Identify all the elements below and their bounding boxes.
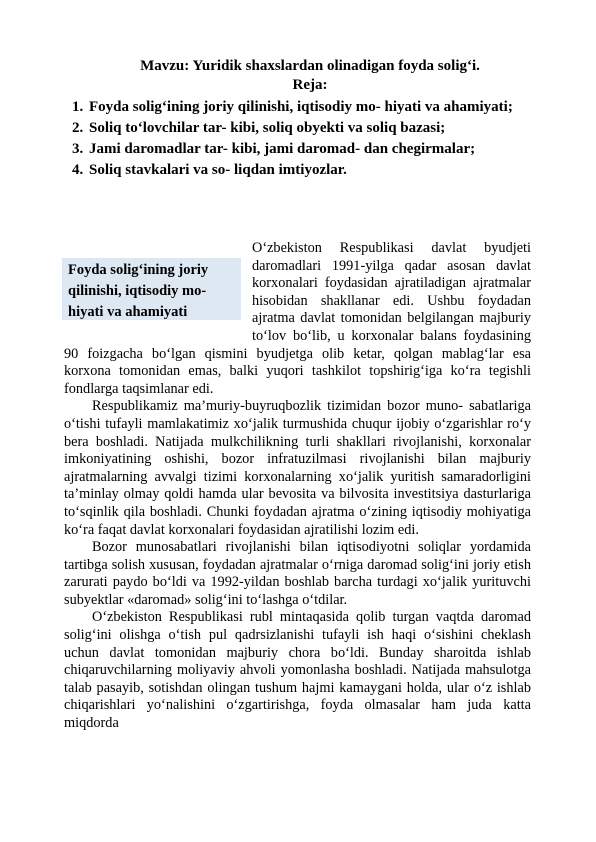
body-text [64,240,531,733]
sidebox-spacer [64,240,252,330]
plan-item-text: Soliq stavkalari va so- liqdan imtiyozlar. [89,162,347,178]
plan-item [64,97,531,118]
plan-item-number: 3. [72,141,84,157]
section-sidebox-heading: Foyda solig‘ining joriy qilinishi, iqtisodiy mo- hiyati va ahamiyati [62,258,241,320]
plan-item-text: Foyda solig‘ining joriy qilinishi, iqtisodiy mo- hiyati va ahamiyati; [89,99,513,115]
plan-heading: Reja: [292,77,328,93]
plan-item [64,160,531,181]
plan-item-text: Jami daromadlar tar- kibi, jami daromad- dan chegirmalar; [89,141,476,157]
plan-item-text: Soliq to‘lovchilar tar- kibi, soliq obyekti va soliq bazasi; [89,120,446,136]
plan-item [64,118,531,139]
plan-list [64,97,531,181]
plan-item-number: 4. [72,162,84,178]
body-paragraph: Respublikamiz ma’muriy-buyruqbozlik tizimidan bozor muno- sabatlariga o‘tishi tufayli mamlakatimiz xo‘jalik turmushida chuqur ijobiy o‘zgarishlar ro‘y bera boshladi. Natijada mulkchilikning turli shakllari rivojlanishi, korxonalar imkoniyatining oshishi, bozor infratuzilmasi rivojlanishi bilan majburiy ajratmalarning avvalgi tizimi korxonalarning xo‘jalik yuritish samaradorligini ta’minlay olmay qoldi hamda ular bevosita va bilvosita investitsiya dasturlariga to‘sqinlik qila boshladi. Chunki foydadan ajratma o‘zining iqtisodiy mohiyatiga ko‘ra faqat davlat korxonalari foydasidan ajratilishi lozim edi. [64,398,531,538]
plan-item-number: 1. [72,99,84,115]
body-paragraph: O‘zbekiston Respublikasi rubl mintaqasida qolib turgan vaqtda daromad solig‘ini olishga o‘tish pul qadrsizlanishi tufayli ish haqi o‘sishini cheklash uchun davlat tomonidan majburiy chora bo‘ldi. Bunday sharoitda ishlab chiqaruvchilarning moliyaviy ahvoli yomonlasha boshladi. Natijada mahsulotga talab pasayib, sotishdan olingan tushum hajmi kamaygani holda, ular o‘z ishlab chiqarishlari yo‘nalishini o‘zgartirishga, foyda olmasalar ham juda katta miqdorda [64,609,531,732]
document-title: Mavzu: Yuridik shaxslardan olinadigan foyda solig‘i. [140,58,480,74]
body-paragraph: Bozor munosabatlari rivojlanishi bilan iqtisodiyotni soliqlar yordamida tartibga solish xususan, foydadan ajratmalar o‘rniga daromad solig‘ini joriy etish zarurati paydo bo‘ldi va 1992-yildan boshlab barcha turdagi xo‘jalik yurituvchi subyektlar «daromad» solig‘ini to‘lashga o‘tdilar. [64,539,531,608]
plan-item-number: 2. [72,120,84,136]
body-paragraph: O‘zbekiston Respublikasi davlat byudjeti daromadlari 1991-yilga qadar asosan davlat korxonalari foydasidan ajratiladigan ajratmalar hisobidan shakllanar edi. Ushbu foydadan ajratma davlat tomonidan belgilangan majburiy to‘lov bo‘lib, u korxonalar balans foydasining 90 foizgacha bo‘lgan qismini byudjetga olib ketar, qolgan mablag‘lar esa korxona tomonidan emas, balki yuqori tashkilot topshirig‘iga ko‘ra tegishli fondlarga taqsimlanar edi. [64,240,531,397]
plan-item [64,139,531,160]
